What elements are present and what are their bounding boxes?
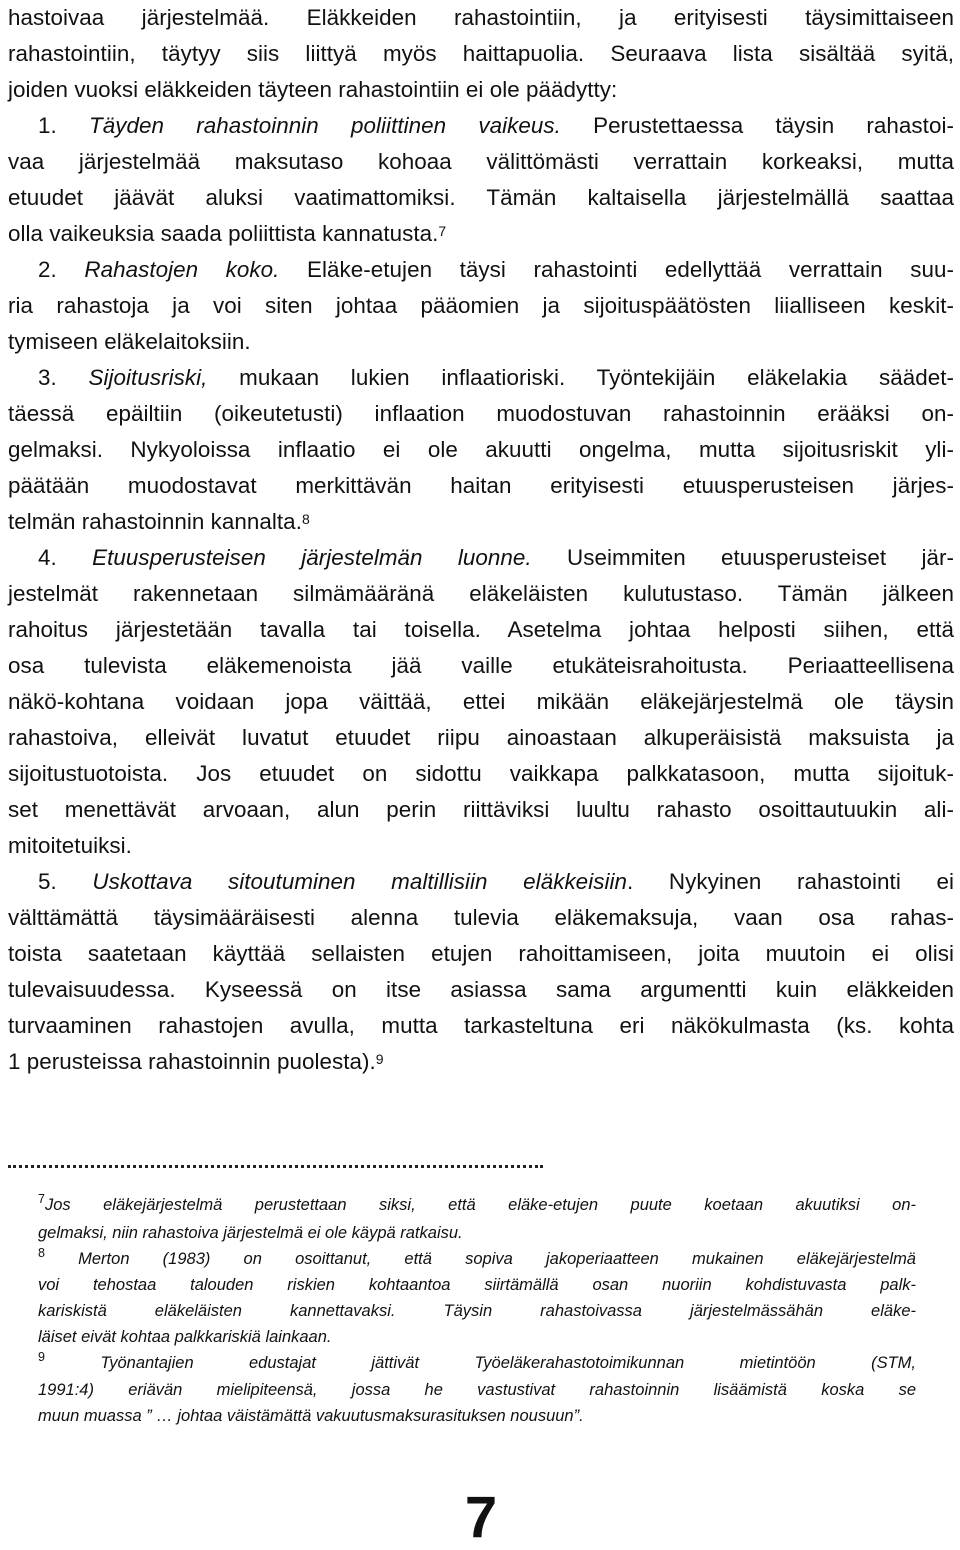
list-item-1: 1. Täyden rahastoinnin poliittinen vaikeus. Perustettaessa täysin rahastoi- (38, 113, 954, 138)
footnote-ref: 7 (438, 223, 447, 239)
footnote-mark: 8 (38, 1246, 45, 1260)
body-line: turvaaminen rahastojen avulla, mutta tarkasteltuna eri näkökulmasta (ks. kohta (8, 1013, 954, 1038)
body-line: vaa järjestelmää maksutaso kohoaa välittömästi verrattain korkeaksi, mutta (8, 149, 954, 174)
item-title: Uskottava sitoutuminen maltillisiin eläkkeisiin (92, 869, 628, 894)
body-line: mitoitetuiksi. (8, 833, 132, 858)
footnote-8: $^8$ Merton (1983) on osoittanut, että sopiva jakoperiaatteen mukainen eläkejärjestelmä (38, 1246, 916, 1268)
footnote-line: läiset eivät kohtaa palkkariskiä lainkaan. (38, 1328, 332, 1346)
list-item-4: 4. Etuusperusteisen järjestelmän luonne. Useimmiten etuusperusteiset jär- (38, 545, 954, 570)
item-title: Rahastojen koko. (84, 257, 280, 282)
footnote-line: gelmaksi, niin rahastoiva järjestelmä ei ole käypä ratkaisu. (38, 1224, 463, 1242)
body-line: päätään muodostavat merkittävän haitan erityisesti etuusperusteisen järjes- (8, 473, 954, 498)
footnote-separator (8, 1165, 543, 1168)
body-line: etuudet jäävät aluksi vaatimattomiksi. Tämän kaltaisella järjestelmällä saattaa (8, 185, 954, 210)
footnote-line: voi tehostaa talouden riskien kohtaantoa siirtämällä osan nuoriin kohdistuvasta palk- (38, 1276, 916, 1294)
body-line: toista saatetaan käyttää sellaisten etujen rahoittamiseen, joita muutoin ei olisi (8, 941, 954, 966)
list-item-3: 3. Sijoitusriski, mukaan lukien inflaatioriski. Työntekijäin eläkelakia säädet- (38, 365, 954, 390)
page-number: 7 (464, 1485, 498, 1550)
footnote-mark: 9 (38, 1350, 45, 1364)
body-line: hastoivaa järjestelmää. Eläkkeiden rahastointiin, ja erityisesti täysimittaiseen (8, 5, 954, 30)
body-line: joiden vuoksi eläkkeiden täyteen rahastointiin ei ole päädytty: (8, 77, 618, 102)
footnote-mark: 7 (38, 1192, 45, 1206)
body-line: tymiseen eläkelaitoksiin. (8, 329, 251, 354)
body-line: täessä epäiltiin (oikeutetusti) inflaation muodostuvan rahastoinnin erääksi on- (8, 401, 954, 426)
list-item-2: 2. Rahastojen koko. Eläke-etujen täysi rahastointi edellyttää verrattain suu- (38, 257, 954, 282)
body-line: jestelmät rakennetaan silmämääränä eläkeläisten kulutustaso. Tämän jälkeen (8, 581, 954, 606)
body-line: rahoitus järjestetään tavalla tai toisella. Asetelma johtaa helposti siihen, että (8, 617, 954, 642)
footnote-line: 1991:4) eriävän mielipiteensä, jossa he vastustivat rahastoinnin lisäämistä koska se (38, 1381, 916, 1399)
footnote-line: kariskistä eläkeläisten kannettavaksi. Täysin rahastoivassa järjestelmässähän eläke- (38, 1302, 916, 1320)
body-line: gelmaksi. Nykyoloissa inflaatio ei ole akuutti ongelma, mutta sijoitusriskit yli- (8, 437, 954, 462)
body-line: 1 perusteissa rahastoinnin puolesta).$^9$ (8, 1049, 384, 1074)
list-item-5: 5. Uskottava sitoutuminen maltillisiin eläkkeisiin. Nykyinen rahastointi ei (38, 869, 954, 894)
body-line: sijoitustuotoista. Jos etuudet on sidottu vaikkapa palkkatasoon, mutta sijoituk- (8, 761, 954, 786)
body-line: set menettävät arvoaan, alun perin riittäviksi luultu rahasto osoittautuukin ali- (8, 797, 954, 822)
footnote-ref: 8 (301, 511, 310, 527)
body-line: osa tulevista eläkemenoista jää vaille etukäteisrahoitusta. Periaatteellisena (8, 653, 954, 678)
footnote-9: $^9$ Työnantajien edustajat jättivät Työeläkerahastotoimikunnan mietintöön (STM, (38, 1350, 916, 1372)
body-line: telmän rahastoinnin kannalta.$^8$ (8, 509, 310, 534)
body-line: tulevaisuudessa. Kyseessä on itse asiassa sama argumentti kuin eläkkeiden (8, 977, 954, 1002)
item-title: Täyden rahastoinnin poliittinen vaikeus. (89, 113, 561, 138)
body-line: rahastoiva, elleivät luvatut etuudet riipu ainoastaan alkuperäisistä maksuista ja (8, 725, 954, 750)
footnote-line: muun muassa ” … johtaa väistämättä vakuutusmaksurasituksen nousuun”. (38, 1407, 584, 1425)
body-line: ria rahastoja ja voi siten johtaa pääomien ja sijoituspäätösten liialliseen keskit- (8, 293, 954, 318)
footnote-7: $^7$Jos eläkejärjestelmä perustettaan siksi, että eläke-etujen puute koetaan akuutiksi on- (38, 1192, 916, 1214)
body-line: välttämättä täysimääräisesti alenna tulevia eläkemaksuja, vaan osa rahas- (8, 905, 954, 930)
body-line: näkö-kohtana voidaan jopa väittää, ettei mikään eläkejärjestelmä ole täysin (8, 689, 954, 714)
footnote-ref: 9 (375, 1051, 384, 1067)
body-line: rahastointiin, täytyy siis liittyä myös haittapuolia. Seuraava lista sisältää syitä, (8, 41, 954, 66)
item-title: Etuusperusteisen järjestelmän luonne. (92, 545, 532, 570)
item-title: Sijoitusriski, (88, 365, 208, 390)
body-line: olla vaikeuksia saada poliittista kannatusta.$^7$ (8, 221, 447, 246)
